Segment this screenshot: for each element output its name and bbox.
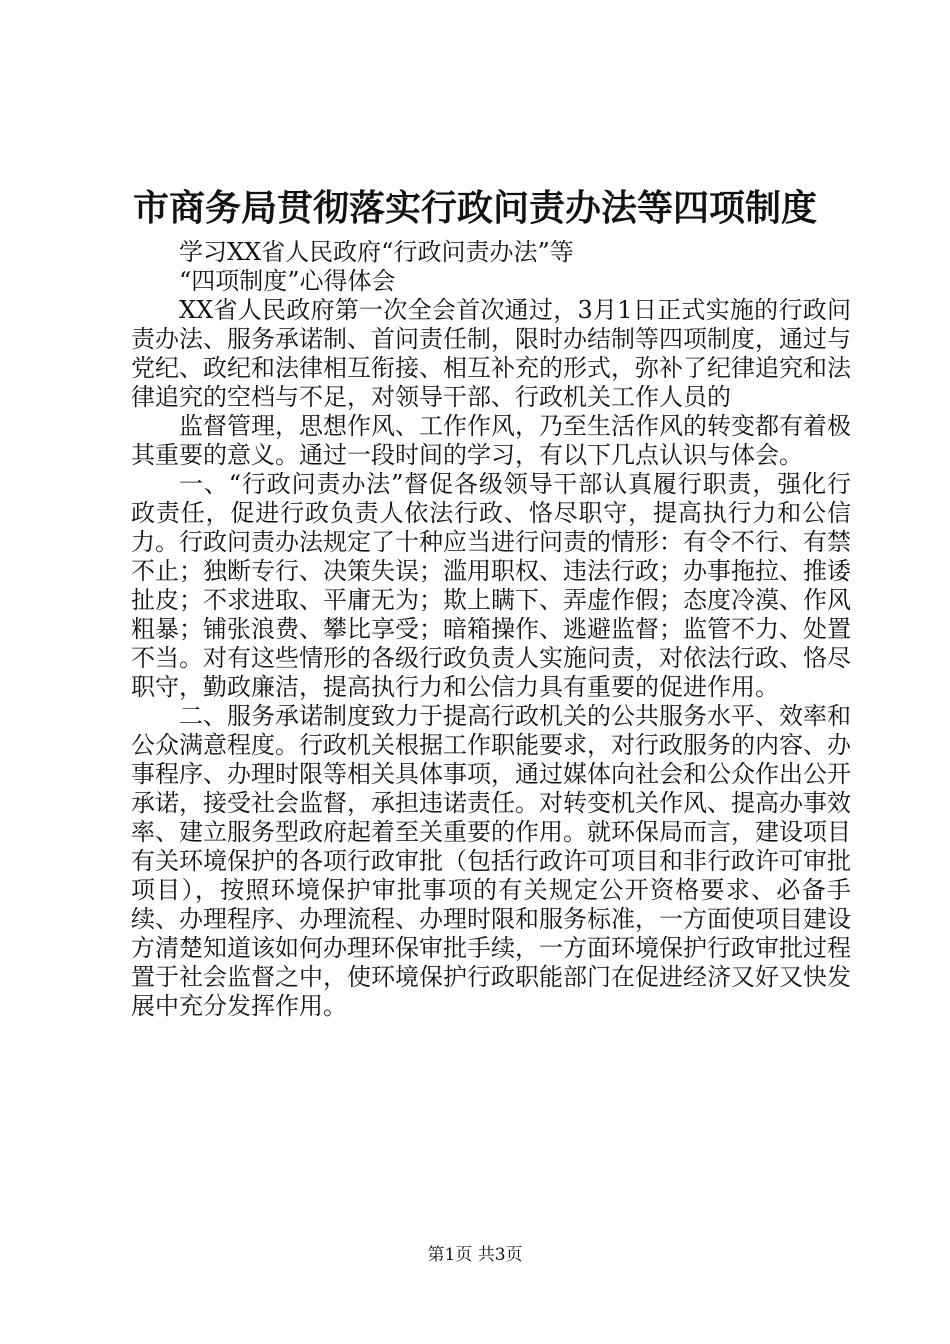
subtitle-line-1: 学习XX省人民政府“行政问责办法”等 (179, 238, 574, 266)
paragraph-3: 一、“行政问责办法”督促各级领导干部认真履行职责，强化行政责任，促进行政负责人依法行政、恪尽职守，提高执行力和公信力。行政问责办法规定了十种应当进行问责的情形：有令不行、有禁不止；独断专行、决策失误；滥用职权、违法行政；办事拖拉、推诿扯皮；不求进取、平庸无为；欺上瞒下、弄虚作假；态度冷漠、作风粗暴；铺张浪费、攀比享受；暗箱操作、逃避监督；监管不力、处置不当。对有这些情形的各级行政负责人实施问责，对依法行政、恪尽职守，勤政廉洁，提高执行力和公信力具有重要的促进作用。 (131, 470, 851, 701)
paragraph-4: 二、服务承诺制度致力于提高行政机关的公共服务水平、效率和公众满意程度。行政机关根据工作职能要求，对行政服务的内容、办事程序、办理时限等相关具体事项，通过媒体向社会和公众作出公开承诺，接受社会监督，承担违诺责任。对转变机关作风、提高办事效率、建立服务型政府起着至关重要的作用。就环保局而言，建设项目有关环境保护的各项行政审批（包括行政许可项目和非行政许可审批项目），按照环境保护审批事项的有关规定公开资格要求、必备手续、办理程序、办理流程、办理时限和服务标准，一方面使项目建设方清楚知道该如何办理环保审批手续，一方面环境保护行政审批过程置于社会监督之中，使环境保护行政职能部门在促进经济又好又快发展中充分发挥作用。 (131, 702, 851, 1020)
paragraph-1: XX省人民政府第一次全会首次通过，3月1日正式实施的行政问责办法、服务承诺制、首问责任制，限时办结制等四项制度，通过与党纪、政纪和法律相互衔接、相互补充的形式，弥补了纪律追究和法律追究的空档与不足，对领导干部、行政机关工作人员的 (131, 296, 851, 411)
subtitle-line-2: “四项制度”心得体会 (179, 267, 396, 295)
paragraph-2: 监督管理，思想作风、工作作风，乃至生活作风的转变都有着极其重要的意义。通过一段时间的学习，有以下几点认识与体会。 (131, 412, 851, 469)
document-body (131, 238, 851, 1021)
page-footer: 第1页 共3页 (427, 1245, 523, 1265)
document-title: 市商务局贯彻落实行政问责办法等四项制度 (132, 187, 817, 229)
